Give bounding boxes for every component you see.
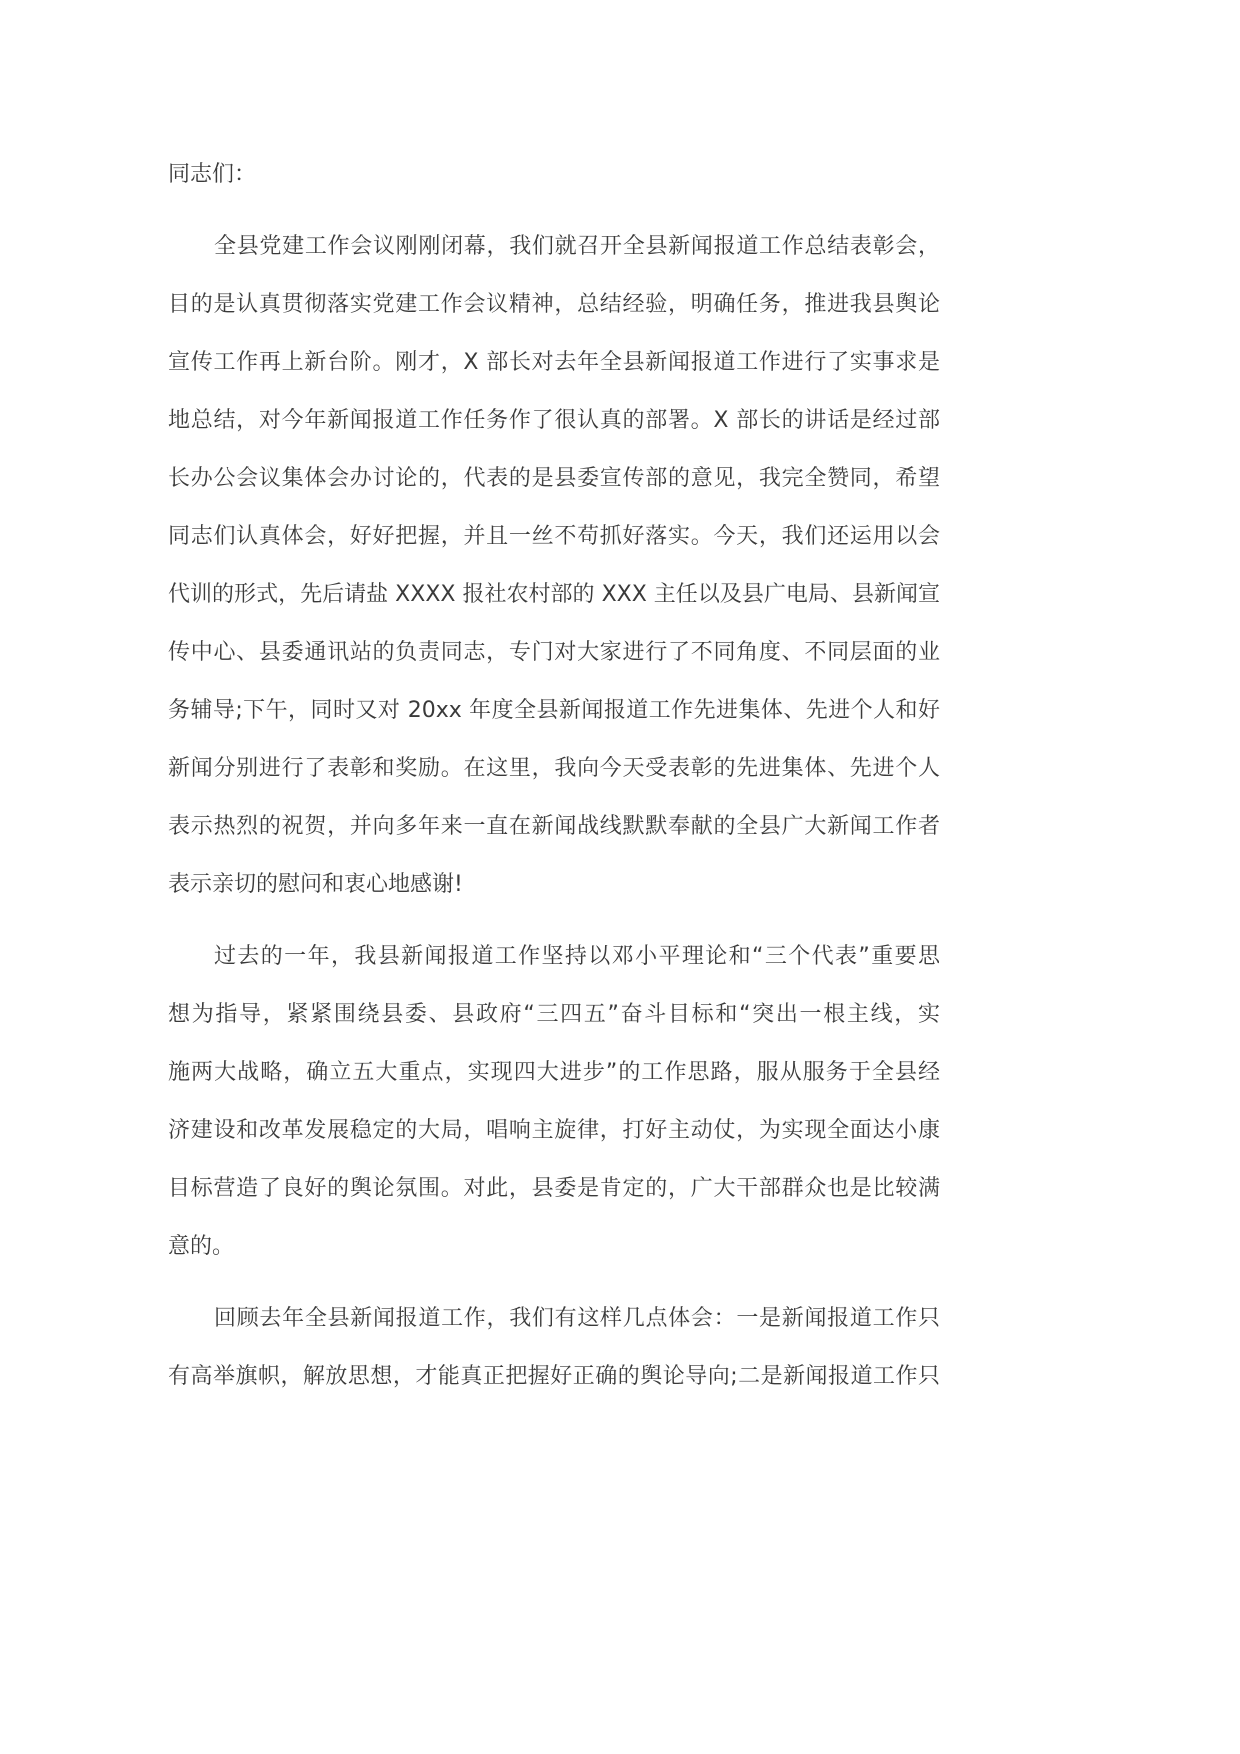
paragraph [168, 1290, 940, 1406]
paragraph-line: 有高举旗帜，解放思想，才能真正把握好正确的舆论导向;二是新闻报道工作只 [168, 1364, 940, 1389]
paragraph-line: 宣传工作再上新台阶。刚才，X 部长对去年全县新闻报道工作进行了实事求是 [168, 350, 940, 375]
document-body [168, 218, 940, 1406]
paragraph-line: 地总结，对今年新闻报道工作任务作了很认真的部署。X 部长的讲话是经过部 [168, 408, 940, 433]
paragraph-line: 回顾去年全县新闻报道工作，我们有这样几点体会：一是新闻报道工作只 [214, 1306, 940, 1331]
paragraph-line: 新闻分别进行了表彰和奖励。在这里，我向今天受表彰的先进集体、先进个人 [168, 756, 940, 781]
document-page [168, 146, 940, 1406]
paragraph-line: 务辅导;下午，同时又对 20xx 年度全县新闻报道工作先进集体、先进个人和好 [168, 698, 940, 723]
paragraph [168, 928, 940, 1276]
paragraph-line: 过去的一年，我县新闻报道工作坚持以邓小平理论和“三个代表”重要思 [214, 944, 940, 969]
paragraph-line: 传中心、县委通讯站的负责同志，专门对大家进行了不同角度、不同层面的业 [168, 640, 940, 665]
salutation: 同志们： [168, 162, 257, 187]
paragraph-line: 施两大战略，确立五大重点，实现四大进步”的工作思路，服从服务于全县经 [168, 1060, 940, 1085]
paragraph [168, 218, 940, 914]
paragraph-line: 长办公会议集体会办讨论的，代表的是县委宣传部的意见，我完全赞同，希望 [168, 466, 940, 491]
paragraph-line: 表示热烈的祝贺，并向多年来一直在新闻战线默默奉献的全县广大新闻工作者 [168, 814, 940, 839]
paragraph-line: 济建设和改革发展稳定的大局，唱响主旋律，打好主动仗，为实现全面达小康 [168, 1118, 940, 1143]
paragraph-line: 意的。 [168, 1234, 235, 1259]
paragraph-line: 全县党建工作会议刚刚闭幕，我们就召开全县新闻报道工作总结表彰会， [214, 234, 940, 259]
paragraph-line: 想为指导，紧紧围绕县委、县政府“三四五”奋斗目标和“突出一根主线，实 [168, 1002, 940, 1027]
paragraph-line: 代训的形式，先后请盐 XXXX 报社农村部的 XXX 主任以及县广电局、县新闻宣 [168, 582, 940, 607]
paragraph-line: 目标营造了良好的舆论氛围。对此，县委是肯定的，广大干部群众也是比较满 [168, 1176, 940, 1201]
paragraph-line: 表示亲切的慰问和衷心地感谢! [168, 872, 463, 897]
paragraph-line: 目的是认真贯彻落实党建工作会议精神，总结经验，明确任务，推进我县舆论 [168, 292, 940, 317]
paragraph-line: 同志们认真体会，好好把握，并且一丝不苟抓好落实。今天，我们还运用以会 [168, 524, 940, 549]
